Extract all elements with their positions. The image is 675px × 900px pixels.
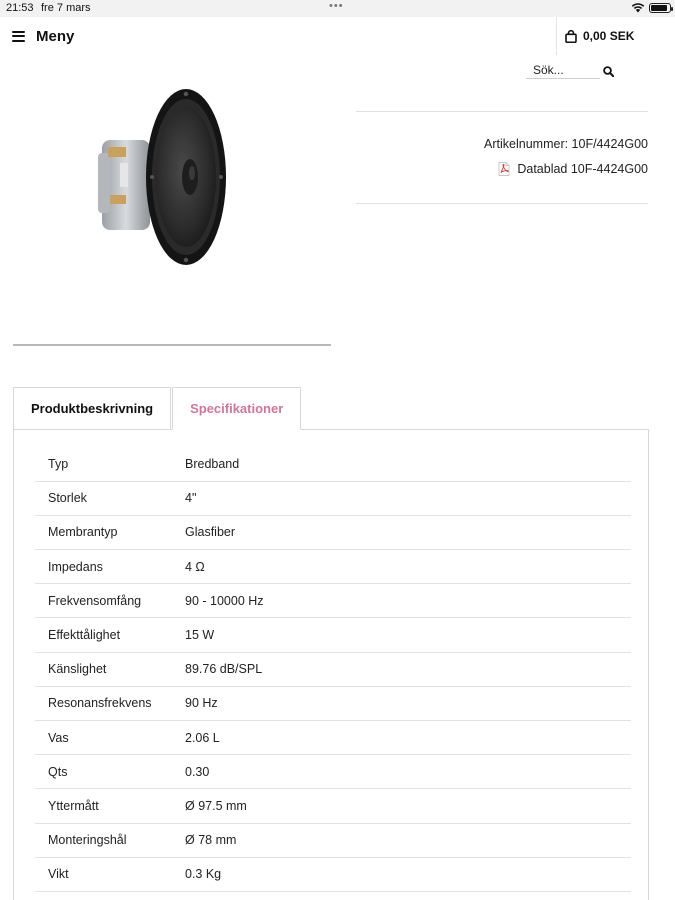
spec-row xyxy=(35,857,631,891)
status-bar xyxy=(0,0,675,17)
pdf-icon xyxy=(498,162,510,176)
spec-row xyxy=(35,686,631,720)
spec-key: Qts xyxy=(48,764,68,779)
spec-value: 4 Ω xyxy=(185,559,205,574)
spec-value: 90 Hz xyxy=(185,696,218,711)
spec-row xyxy=(35,618,631,652)
shopping-bag-icon xyxy=(565,30,577,43)
spec-key: Vas xyxy=(48,730,69,745)
product-image[interactable] xyxy=(90,85,240,270)
spec-key: Effekttålighet xyxy=(48,628,121,643)
hamburger-icon xyxy=(12,31,25,42)
status-date: fre 7 mars xyxy=(41,2,91,14)
spec-row xyxy=(35,789,631,823)
spec-key: Typ xyxy=(48,456,69,471)
spec-row xyxy=(35,550,631,584)
info-divider-top xyxy=(356,111,648,112)
cart-total: 0,00 SEK xyxy=(583,29,635,43)
spec-value: Bredband xyxy=(185,456,240,471)
specifications-panel xyxy=(13,429,649,900)
site-header xyxy=(0,17,675,55)
spec-key: Vikt xyxy=(48,867,69,882)
image-slider-bar[interactable] xyxy=(13,344,331,346)
spec-key: Impedans xyxy=(48,559,103,574)
spec-row xyxy=(35,823,631,857)
spec-key: Känslighet xyxy=(48,662,107,677)
spec-row xyxy=(35,721,631,755)
wifi-icon xyxy=(631,2,645,13)
spec-value: 0.30 xyxy=(185,764,210,779)
tab-specifications[interactable]: Specifikationer xyxy=(172,387,301,430)
spec-row xyxy=(35,447,631,481)
spec-key: Resonansfrekvens xyxy=(48,696,152,711)
product-tabs xyxy=(13,387,301,430)
menu-button[interactable] xyxy=(12,25,74,47)
search-input[interactable] xyxy=(526,62,600,79)
battery-icon xyxy=(649,3,671,13)
spec-value: Ø 97.5 mm xyxy=(185,798,247,813)
cart-button[interactable] xyxy=(565,26,634,46)
spec-key: Storlek xyxy=(48,491,87,506)
spec-row xyxy=(35,481,631,515)
menu-label: Meny xyxy=(36,27,75,45)
spec-value: Ø 78 mm xyxy=(185,833,237,848)
spec-value: Glasfiber xyxy=(185,525,236,540)
datasheet-label: Datablad 10F-4424G00 xyxy=(517,162,648,176)
spec-key: Membrantyp xyxy=(48,525,118,540)
spec-row xyxy=(35,652,631,686)
spec-value: 89.76 dB/SPL xyxy=(185,662,263,677)
tab-product-description[interactable]: Produktbeskrivning xyxy=(13,387,171,430)
spec-row xyxy=(35,515,631,549)
battery-level xyxy=(651,5,667,11)
search-icon[interactable] xyxy=(603,66,614,77)
spec-value: 4" xyxy=(185,491,197,506)
spec-value: 2.06 L xyxy=(185,730,220,745)
header-divider xyxy=(556,17,557,55)
spec-value: 0.3 Kg xyxy=(185,867,222,882)
datasheet-link[interactable] xyxy=(498,162,648,176)
search-box xyxy=(526,62,620,80)
article-number: Artikelnummer: 10F/4424G00 xyxy=(484,137,648,151)
spec-row xyxy=(35,755,631,789)
spec-value: 90 - 10000 Hz xyxy=(185,593,264,608)
spec-key: Monteringshål xyxy=(48,833,127,848)
info-divider-bottom xyxy=(356,203,648,204)
spec-key: Yttermått xyxy=(48,798,99,813)
spec-row xyxy=(35,584,631,618)
spec-key: Frekvensomfång xyxy=(48,593,142,608)
spec-value: 15 W xyxy=(185,628,215,643)
multitasking-dots-icon[interactable]: ••• xyxy=(329,0,344,12)
status-time: 21:53 xyxy=(6,2,34,14)
spec-table xyxy=(35,447,631,892)
